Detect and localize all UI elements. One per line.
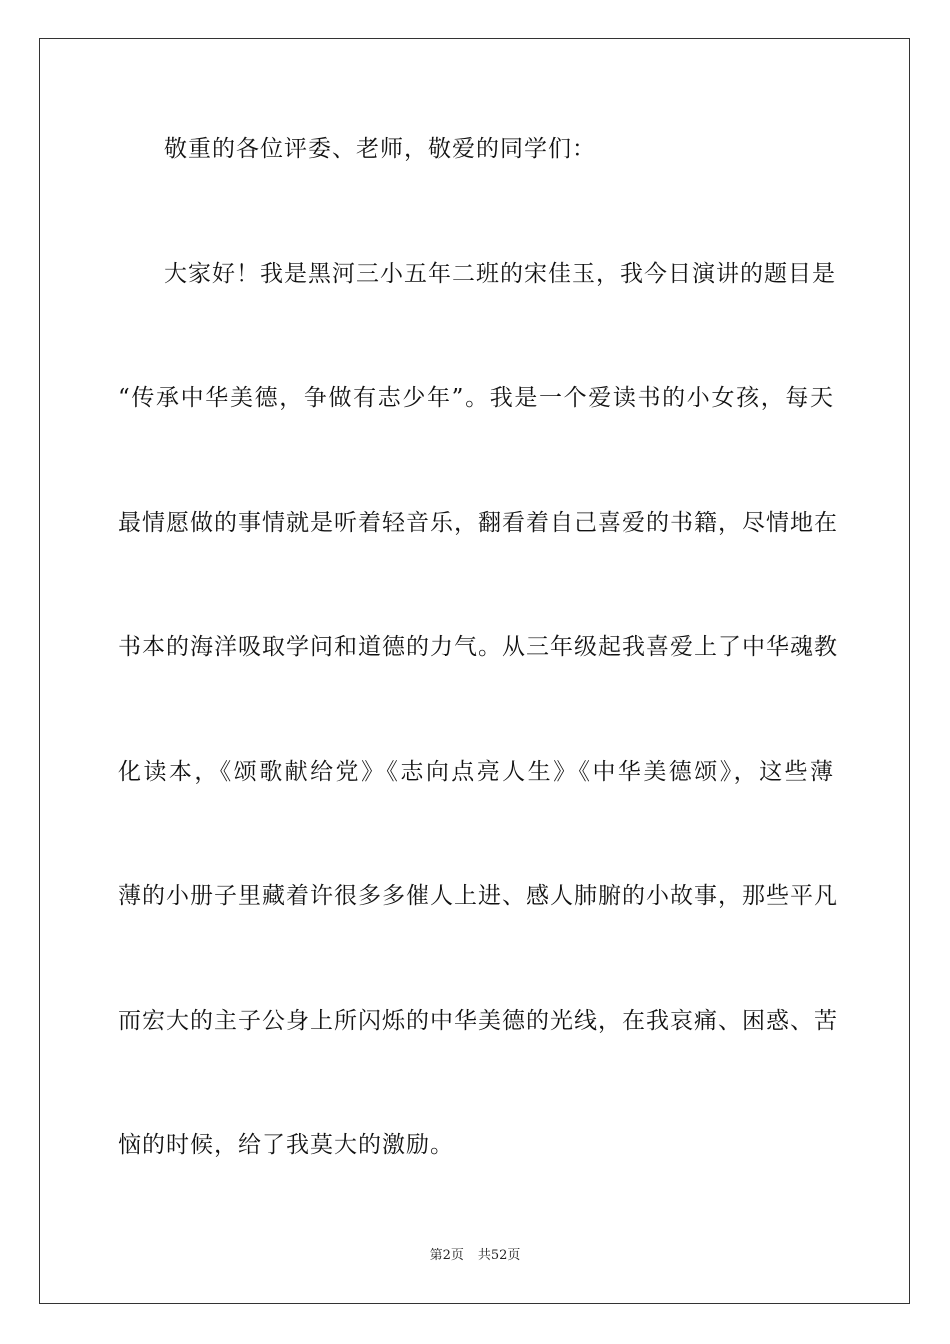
- paragraph-line-3: 最情愿做的事情就是听着轻音乐，翻看着自己喜爱的书籍，尽情地在: [118, 510, 838, 536]
- paragraph-line-6: 薄的小册子里藏着许很多多催人上进、感人肺腑的小故事，那些平凡: [118, 883, 838, 909]
- paragraph-line-8: 恼的时候，给了我莫大的激励。: [118, 1132, 454, 1158]
- page-number: 第2页: [429, 1248, 464, 1263]
- paragraph-line-4: 书本的海洋吸取学问和道德的力气。从三年级起我喜爱上了中华魂教: [118, 634, 838, 660]
- page-border: [39, 38, 910, 1304]
- page-footer: [0, 1247, 950, 1265]
- page-total: 共52页: [477, 1248, 521, 1263]
- salutation-line: 敬重的各位评委、老师，敬爱的同学们：: [164, 136, 596, 162]
- paragraph-line-5: 化读本，《颂歌献给党》《志向点亮人生》《中华美德颂》，这些薄: [118, 759, 834, 785]
- paragraph-line-1: 大家好！我是黑河三小五年二班的宋佳玉，我今日演讲的题目是: [164, 261, 836, 287]
- paragraph-line-2: “传承中华美德，争做有志少年”。我是一个爱读书的小女孩，每天: [118, 385, 834, 411]
- paragraph-line-7: 而宏大的主子公身上所闪烁的中华美德的光线，在我哀痛、困惑、苦: [118, 1008, 838, 1034]
